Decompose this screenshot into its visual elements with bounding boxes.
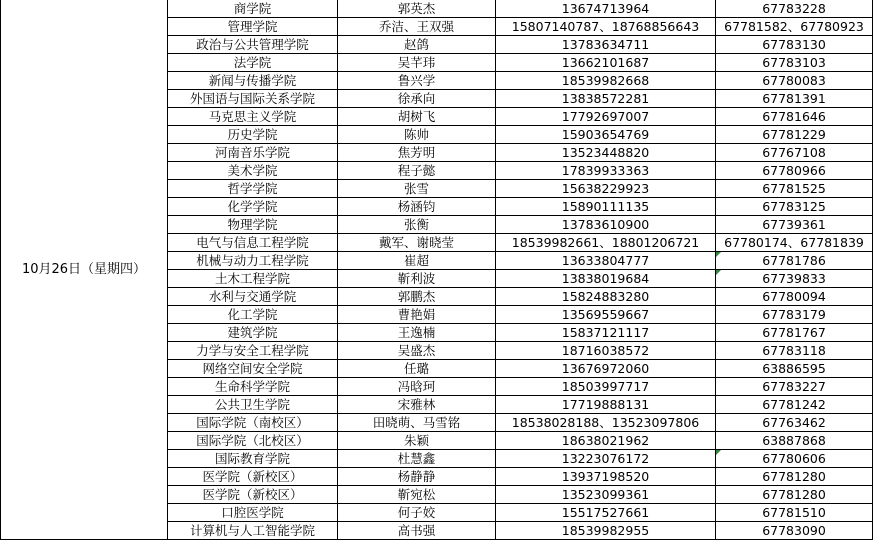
college-cell: 化学学院 — [168, 198, 338, 216]
contact-name-cell: 吴芊玮 — [338, 54, 496, 72]
college-cell: 电气与信息工程学院 — [168, 234, 338, 252]
college-cell: 国际学院（北校区） — [168, 432, 338, 450]
college-cell: 水利与交通学院 — [168, 288, 338, 306]
office-phone-cell: 67781646 — [716, 108, 873, 126]
college-cell: 医学院（新校区） — [168, 486, 338, 504]
college-cell: 物理学院 — [168, 216, 338, 234]
contact-name-cell: 张衡 — [338, 216, 496, 234]
college-cell: 历史学院 — [168, 126, 338, 144]
college-cell: 管理学院 — [168, 18, 338, 36]
college-cell: 国际教育学院 — [168, 450, 338, 468]
office-phone-cell: 63886595 — [716, 360, 873, 378]
contact-name-cell: 王逸楠 — [338, 324, 496, 342]
contact-name-cell: 高书强 — [338, 522, 496, 540]
college-cell: 网络空间安全学院 — [168, 360, 338, 378]
college-cell: 生命科学学院 — [168, 378, 338, 396]
college-cell: 口腔医学院 — [168, 504, 338, 522]
mobile-cell: 13674713964 — [496, 0, 716, 18]
mobile-cell: 15903654769 — [496, 126, 716, 144]
mobile-cell: 13783610900 — [496, 216, 716, 234]
mobile-cell: 13937198520 — [496, 468, 716, 486]
contact-name-cell: 张雪 — [338, 180, 496, 198]
office-phone-cell: 67780174、67781839 — [716, 234, 873, 252]
office-phone-cell: 67783130 — [716, 36, 873, 54]
contact-name-cell: 冯晗珂 — [338, 378, 496, 396]
office-phone-cell: 63887868 — [716, 432, 873, 450]
contact-name-cell: 杜慧鑫 — [338, 450, 496, 468]
contact-name-cell: 陈帅 — [338, 126, 496, 144]
office-phone-cell: 67767108 — [716, 144, 873, 162]
office-phone-cell: 67763462 — [716, 414, 873, 432]
college-cell: 商学院 — [168, 0, 338, 18]
mobile-cell: 13676972060 — [496, 360, 716, 378]
mobile-cell: 13838019684 — [496, 270, 716, 288]
mobile-cell: 17839933363 — [496, 162, 716, 180]
college-cell: 河南音乐学院 — [168, 144, 338, 162]
college-cell: 法学院 — [168, 54, 338, 72]
contact-name-cell: 朱颖 — [338, 432, 496, 450]
office-phone-cell: 67783118 — [716, 342, 873, 360]
office-phone-cell: 67783103 — [716, 54, 873, 72]
office-phone-cell: 67781280 — [716, 468, 873, 486]
college-cell: 哲学学院 — [168, 180, 338, 198]
office-phone-cell: 67781391 — [716, 90, 873, 108]
college-cell: 化工学院 — [168, 306, 338, 324]
mobile-cell: 13523099361 — [496, 486, 716, 504]
mobile-cell: 15807140787、18768856643 — [496, 18, 716, 36]
mobile-cell: 15824883280 — [496, 288, 716, 306]
contact-name-cell: 靳利波 — [338, 270, 496, 288]
contact-name-cell: 曹艳娟 — [338, 306, 496, 324]
contact-name-cell: 胡树飞 — [338, 108, 496, 126]
contact-name-cell: 崔超 — [338, 252, 496, 270]
mobile-cell: 15837121117 — [496, 324, 716, 342]
office-phone-cell: 67781510 — [716, 504, 873, 522]
date-cell: 10月26日（星期四） — [1, 0, 168, 540]
mobile-cell: 15890111135 — [496, 198, 716, 216]
contact-name-cell: 程子懿 — [338, 162, 496, 180]
contact-name-cell: 戴军、谢晓莹 — [338, 234, 496, 252]
office-phone-cell: 67781525 — [716, 180, 873, 198]
office-phone-cell: 67780094 — [716, 288, 873, 306]
office-phone-cell: 67783090 — [716, 522, 873, 540]
mobile-cell: 18638021962 — [496, 432, 716, 450]
college-cell: 机械与动力工程学院 — [168, 252, 338, 270]
table-row — [1, 0, 873, 18]
office-phone-cell: 67781280 — [716, 486, 873, 504]
office-phone-cell: 67739833 — [716, 270, 873, 288]
mobile-cell: 18716038572 — [496, 342, 716, 360]
office-phone-cell: 67781229 — [716, 126, 873, 144]
mobile-cell: 18539982661、18801206721 — [496, 234, 716, 252]
office-phone-cell: 67781242 — [716, 396, 873, 414]
college-cell: 建筑学院 — [168, 324, 338, 342]
college-cell: 新闻与传播学院 — [168, 72, 338, 90]
office-phone-cell: 67783179 — [716, 306, 873, 324]
contact-name-cell: 靳宛松 — [338, 486, 496, 504]
contact-table-body — [1, 0, 873, 540]
mobile-cell: 18539982955 — [496, 522, 716, 540]
mobile-cell: 13223076172 — [496, 450, 716, 468]
mobile-cell: 13569559667 — [496, 306, 716, 324]
contact-name-cell: 郭英杰 — [338, 0, 496, 18]
mobile-cell: 15638229923 — [496, 180, 716, 198]
mobile-cell: 13783634711 — [496, 36, 716, 54]
college-cell: 公共卫生学院 — [168, 396, 338, 414]
contact-name-cell: 宋雅林 — [338, 396, 496, 414]
mobile-cell: 18538028188、13523097806 — [496, 414, 716, 432]
office-phone-cell: 67783228 — [716, 0, 873, 18]
mobile-cell: 18503997717 — [496, 378, 716, 396]
college-cell: 国际学院（南校区） — [168, 414, 338, 432]
mobile-cell: 13838572281 — [496, 90, 716, 108]
contact-name-cell: 何子姣 — [338, 504, 496, 522]
college-cell: 外国语与国际关系学院 — [168, 90, 338, 108]
mobile-cell: 13633804777 — [496, 252, 716, 270]
office-phone-cell: 67783227 — [716, 378, 873, 396]
office-phone-cell: 67780606 — [716, 450, 873, 468]
college-cell: 马克思主义学院 — [168, 108, 338, 126]
college-cell: 计算机与人工智能学院 — [168, 522, 338, 540]
office-phone-cell: 67781582、67780923 — [716, 18, 873, 36]
mobile-cell: 18539982668 — [496, 72, 716, 90]
contact-name-cell: 赵鸽 — [338, 36, 496, 54]
college-cell: 美术学院 — [168, 162, 338, 180]
college-cell: 土木工程学院 — [168, 270, 338, 288]
contact-name-cell: 任璐 — [338, 360, 496, 378]
office-phone-cell: 67780083 — [716, 72, 873, 90]
contact-name-cell: 焦芳明 — [338, 144, 496, 162]
contact-name-cell: 杨涵钧 — [338, 198, 496, 216]
college-cell: 政治与公共管理学院 — [168, 36, 338, 54]
contact-name-cell: 田晓萌、马雪铭 — [338, 414, 496, 432]
contact-name-cell: 吴盛杰 — [338, 342, 496, 360]
contact-name-cell: 徐承向 — [338, 90, 496, 108]
contact-name-cell: 鲁兴学 — [338, 72, 496, 90]
contact-name-cell: 郭鹏杰 — [338, 288, 496, 306]
office-phone-cell: 67781786 — [716, 252, 873, 270]
office-phone-cell: 67783125 — [716, 198, 873, 216]
mobile-cell: 13662101687 — [496, 54, 716, 72]
office-phone-cell: 67780966 — [716, 162, 873, 180]
mobile-cell: 15517527661 — [496, 504, 716, 522]
office-phone-cell: 67781767 — [716, 324, 873, 342]
college-cell: 医学院（新校区） — [168, 468, 338, 486]
mobile-cell: 13523448820 — [496, 144, 716, 162]
mobile-cell: 17792697007 — [496, 108, 716, 126]
contact-name-cell: 杨静静 — [338, 468, 496, 486]
mobile-cell: 17719888131 — [496, 396, 716, 414]
college-cell: 力学与安全工程学院 — [168, 342, 338, 360]
contact-name-cell: 乔洁、王双强 — [338, 18, 496, 36]
office-phone-cell: 67739361 — [716, 216, 873, 234]
